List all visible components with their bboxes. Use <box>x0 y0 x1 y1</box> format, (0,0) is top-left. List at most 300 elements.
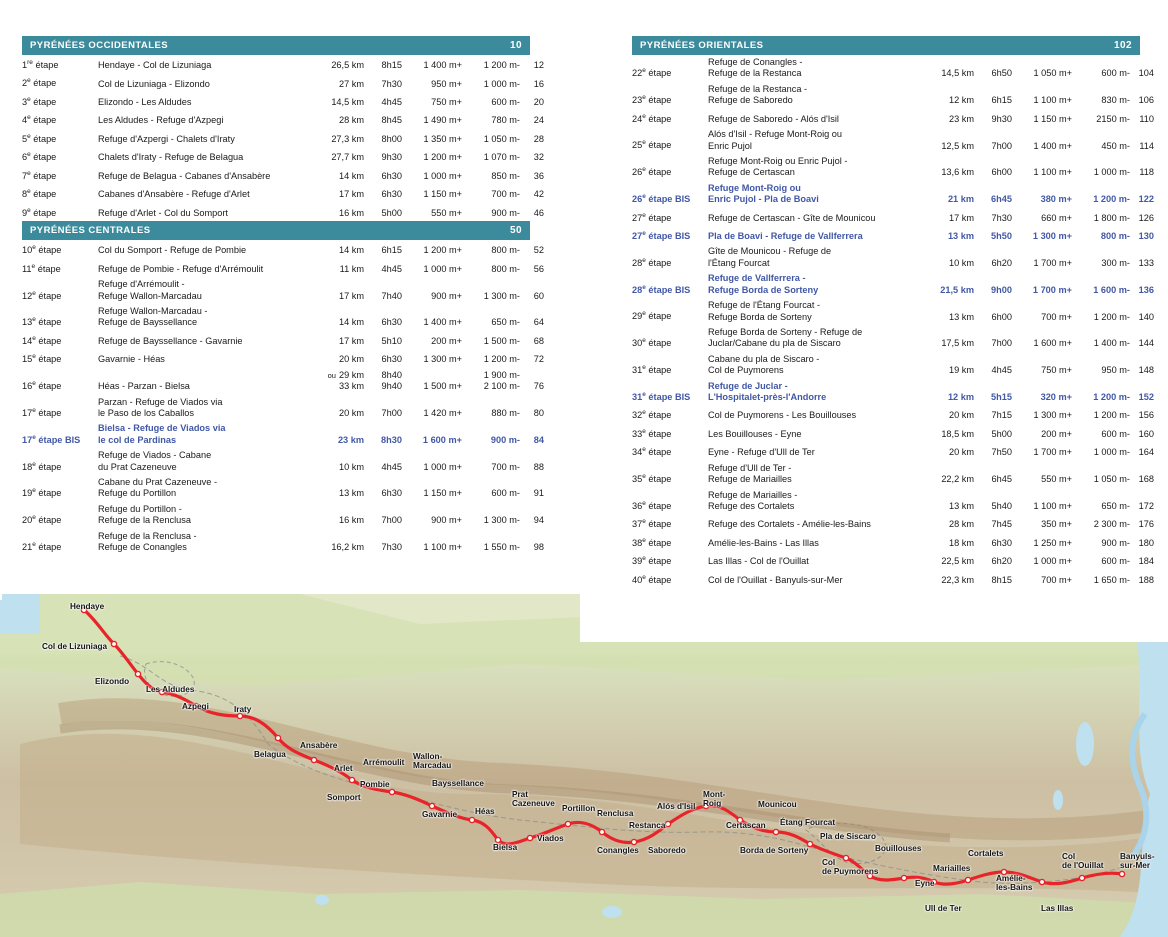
map-label: Elizondo <box>95 677 130 686</box>
stage-page[interactable]: 42 <box>533 189 544 200</box>
stage-descent: 450 m- <box>1101 140 1130 151</box>
stage-page[interactable]: 76 <box>533 381 544 392</box>
stage-table-orientales <box>632 55 1154 588</box>
stage-number: 14e étape <box>22 334 62 346</box>
stage-ascent: 1 400 m+ <box>423 60 462 71</box>
section-centrales <box>22 221 544 555</box>
stage-page[interactable]: 126 <box>1138 212 1154 223</box>
section-page: 102 <box>1113 40 1132 51</box>
table-row <box>632 514 1154 532</box>
stage-ascent: 1 600 m+ <box>422 434 462 445</box>
stage-duration: 6h15 <box>381 245 402 256</box>
stage-number: 26e étape <box>632 166 672 178</box>
stage-ascent: 1 350 m+ <box>423 133 462 144</box>
stage-duration: 6h50 <box>991 68 1012 79</box>
stage-descent: 1 800 m- <box>1093 212 1130 223</box>
map-label: Belagua <box>254 750 286 759</box>
stage-distance: 13 km <box>947 231 974 242</box>
stage-page[interactable]: 60 <box>533 290 544 301</box>
table-row <box>632 244 1154 271</box>
section-page: 50 <box>509 225 522 237</box>
stage-duration: 8h40 9h40 <box>381 369 402 392</box>
table-row <box>22 203 544 221</box>
stage-number: 11e étape <box>22 262 61 274</box>
stage-number: 27e étape <box>632 211 672 223</box>
table-row <box>632 109 1154 127</box>
stage-ascent: 1 000 m+ <box>423 170 462 181</box>
stage-page[interactable]: 98 <box>533 542 544 552</box>
stage-name: Alós d'Isil - Refuge Mont-Roig ou Enric Pujol <box>708 129 843 151</box>
stage-ascent: 1 100 m+ <box>1033 167 1072 178</box>
stage-number: 22e étape <box>632 67 672 79</box>
stage-name: Refuge de Certascan - Gîte de Mounicou <box>708 212 876 223</box>
stage-descent: 600 m- <box>491 97 520 107</box>
stage-distance: 16,2 km <box>331 542 364 552</box>
stage-page[interactable]: 52 <box>533 245 544 256</box>
table-row <box>22 259 544 277</box>
table-row <box>22 331 544 349</box>
stage-number: 25e étape <box>632 139 672 151</box>
stage-ascent: 200 m+ <box>431 335 462 346</box>
stage-name: Las Illas - Col de l'Ouillat <box>708 556 809 567</box>
stage-descent: 300 m- <box>1101 257 1130 268</box>
stage-descent: 1 300 m- <box>483 290 520 301</box>
stage-page[interactable]: 56 <box>533 263 544 274</box>
table-row <box>632 352 1154 379</box>
stage-number: 18e étape <box>22 460 62 472</box>
stage-duration: 5h10 <box>381 335 402 346</box>
stage-duration: 7h00 <box>381 515 402 526</box>
stage-name: Col de Lizuniaga - Elizondo <box>98 78 210 89</box>
right-column <box>632 36 1154 588</box>
stage-page[interactable]: 148 <box>1138 365 1154 376</box>
stage-page[interactable]: 184 <box>1138 556 1154 567</box>
stage-page[interactable]: 168 <box>1138 474 1154 485</box>
stage-distance: 26,5 km <box>331 60 364 71</box>
map-label: Pla de Siscaro <box>820 832 876 841</box>
stage-ascent: 200 m+ <box>1041 428 1072 439</box>
stage-number: 29e étape <box>632 310 672 322</box>
table-row <box>632 325 1154 352</box>
stage-page[interactable]: 156 <box>1138 410 1154 421</box>
stage-ascent: 1 600 m+ <box>1033 338 1072 349</box>
stage-duration: 6h30 <box>381 189 402 200</box>
stage-duration: 5h00 <box>991 428 1012 439</box>
stage-page[interactable]: 114 <box>1139 140 1154 151</box>
table-row <box>22 277 544 304</box>
stage-number: 35e étape <box>632 473 672 485</box>
map-label: Cortalets <box>968 849 1004 858</box>
stage-page[interactable]: 104 <box>1138 68 1154 79</box>
stage-name: Refuge Borda de Sorteny - Refuge de Juclar/Cabane du pla de Siscaro <box>708 326 863 349</box>
table-row <box>632 442 1154 460</box>
stage-name: Refuge des Cortalets - Amélie-les-Bains <box>708 519 871 530</box>
stage-ascent: 1 200 m+ <box>423 152 462 163</box>
stage-descent: 900 m- <box>490 434 520 445</box>
stage-distance: 12 km <box>947 391 974 402</box>
stage-page[interactable]: 24 <box>533 115 544 126</box>
stage-duration: 6h30 <box>381 170 402 181</box>
stage-page[interactable]: 118 <box>1139 167 1154 178</box>
table-row <box>22 55 544 73</box>
stage-name: Cabane du Prat Cazeneuve - Refuge du Portillon <box>98 476 218 499</box>
stage-descent: 600 m- <box>491 488 520 499</box>
stage-name: Refuge de la Renclusa - Refuge de Conangles <box>98 530 197 552</box>
stage-distance: 18 km <box>948 537 974 548</box>
table-row <box>22 92 544 110</box>
map-mask-panel <box>580 594 1168 642</box>
stage-name: Pla de Boavi - Refuge de Vallferrera <box>708 231 863 242</box>
stage-duration: 7h30 <box>991 212 1012 223</box>
stage-duration: 6h30 <box>381 488 402 499</box>
stage-distance: 17 km <box>948 212 974 223</box>
stage-name: Refuge d'Arlet - Col du Somport <box>98 207 228 218</box>
stage-page[interactable]: 164 <box>1138 447 1154 458</box>
stage-distance: 17,5 km <box>941 338 974 349</box>
section-title: PYRÉNÉES OCCIDENTALES <box>30 40 169 51</box>
map-label: Iraty <box>234 705 252 714</box>
stage-ascent: 1 700 m+ <box>1033 447 1072 458</box>
map-label: Banyuls- sur-Mer <box>1120 852 1155 870</box>
stage-ascent: 1 700 m+ <box>1032 284 1072 295</box>
stage-page[interactable]: 32 <box>533 152 544 163</box>
map-label: Héas <box>475 807 495 816</box>
stage-name: Col de Puymorens - Les Bouillouses <box>708 410 857 421</box>
stage-name: Refuge de Mariailles - Refuge des Cortalets <box>708 489 798 511</box>
map-label: Amélie- les-Bains <box>996 874 1033 892</box>
stage-page[interactable]: 16 <box>533 78 544 89</box>
stage-duration: 8h15 <box>991 574 1012 585</box>
stage-descent: 800 m- <box>1100 231 1130 242</box>
table-row <box>22 304 544 331</box>
section-occidentales <box>22 36 544 221</box>
stage-duration: 6h30 <box>991 537 1012 548</box>
stage-name: Gîte de Mounicou - Refuge de l'Étang Fourcat <box>708 246 832 268</box>
stage-number: 10e étape <box>22 244 62 256</box>
map-label: Saboredo <box>648 846 686 855</box>
table-row <box>22 110 544 128</box>
table-row <box>22 240 544 258</box>
stage-name: Col de l'Ouillat - Banyuls-sur-Mer <box>708 574 843 585</box>
stage-page[interactable]: 188 <box>1138 574 1154 585</box>
stage-name: Héas - Parzan - Bielsa <box>98 381 190 392</box>
section-header-orientales <box>632 36 1140 55</box>
stage-descent: 780 m- <box>491 115 520 126</box>
stage-number: 32e étape <box>632 409 672 421</box>
table-row <box>22 166 544 184</box>
table-row <box>22 395 544 422</box>
stage-name: Les Aldudes - Refuge d'Azpegi <box>98 115 224 126</box>
stage-duration: 9h30 <box>991 113 1012 124</box>
stage-duration: 8h45 <box>381 115 402 126</box>
stage-descent: 1 200 m- <box>1093 391 1130 402</box>
stage-descent: 600 m- <box>1101 68 1130 79</box>
stage-duration: 7h30 <box>381 78 402 89</box>
stage-number: 2e étape <box>22 77 57 89</box>
section-orientales <box>632 36 1154 588</box>
stage-ascent: 750 m+ <box>431 97 462 107</box>
stage-name: Elizondo - Les Aldudes <box>98 97 192 107</box>
stage-duration: 6h00 <box>991 311 1012 322</box>
stage-duration: 9h00 <box>991 284 1012 295</box>
stage-duration: 4h45 <box>991 365 1012 376</box>
stage-descent: 1 300 m- <box>483 515 520 526</box>
map-label: Azpegi <box>182 702 209 711</box>
stage-number: 26e étape BIS <box>632 193 691 205</box>
table-row <box>22 368 544 395</box>
stage-page[interactable]: 160 <box>1138 428 1154 439</box>
stage-distance: 10 km <box>948 257 974 268</box>
stage-number: 15e étape <box>22 353 62 365</box>
stage-descent: 1 050 m- <box>483 133 520 144</box>
stage-number: 24e étape <box>632 112 672 124</box>
map-mask-corner <box>0 594 2 600</box>
stage-descent: 1 070 m- <box>483 152 520 163</box>
stage-duration: 6h30 <box>381 317 402 328</box>
stage-name: Refuge de la Restanca - Refuge de Saboredo <box>708 83 808 106</box>
map-label: Col de l'Ouillat <box>1062 852 1104 870</box>
stage-page[interactable]: 152 <box>1138 391 1154 402</box>
stage-duration: 8h30 <box>381 434 402 445</box>
stage-descent: 1 650 m- <box>1093 574 1130 585</box>
stage-ascent: 700 m+ <box>1041 574 1072 585</box>
stage-duration: 7h45 <box>991 519 1012 530</box>
stage-page[interactable]: 72 <box>533 354 544 365</box>
stage-number: 19e étape <box>22 487 62 499</box>
stage-page[interactable]: 130 <box>1138 231 1154 242</box>
table-row <box>632 154 1154 181</box>
stage-ascent: 1 300 m+ <box>1033 410 1072 421</box>
map-label: Ull de Ter <box>925 904 962 913</box>
stage-duration: 4h45 <box>381 97 402 107</box>
stage-distance: 16 km <box>338 207 364 218</box>
stage-ascent: 1 150 m+ <box>423 488 462 499</box>
stage-ascent: 1 400 m+ <box>423 317 462 328</box>
stage-distance: 14,5 km <box>331 97 364 107</box>
stage-number: 37e étape <box>632 518 672 530</box>
stage-duration: 6h45 <box>991 474 1012 485</box>
stage-descent: 2 300 m- <box>1093 519 1130 530</box>
map-label: Ansabère <box>300 741 338 750</box>
stage-descent: 1 550 m- <box>483 542 520 552</box>
table-row <box>632 551 1154 569</box>
stage-distance: 12 km <box>948 95 974 106</box>
stage-descent: 600 m- <box>1101 556 1130 567</box>
stage-descent: 2150 m- <box>1096 113 1130 124</box>
stage-number: 5e étape <box>22 132 57 144</box>
stage-page[interactable]: 172 <box>1138 500 1154 511</box>
stage-distance: 22,2 km <box>941 474 974 485</box>
stage-name: Chalets d'Iraty - Refuge de Belagua <box>98 152 244 163</box>
stage-page[interactable]: 176 <box>1138 519 1154 530</box>
stage-number: 33e étape <box>632 427 672 439</box>
stage-name: Refuge Wallon-Marcadau - Refuge de Bayssellance <box>98 305 208 328</box>
map-label: Col de Puymorens <box>822 858 879 876</box>
stage-name: Refuge de Bayssellance - Gavarnie <box>98 335 243 346</box>
map-label: Étang Fourcat <box>780 818 836 827</box>
stage-number: 20e étape <box>22 514 62 526</box>
stage-duration: 5h50 <box>991 231 1012 242</box>
stage-duration: 6h30 <box>381 354 402 365</box>
stage-number: 31e étape BIS <box>632 390 691 402</box>
stage-ascent: 1 150 m+ <box>423 189 462 200</box>
stage-name: Refuge Mont-Roig ou Enric Pujol - Refuge de Certascan <box>708 155 848 178</box>
stage-page[interactable]: 144 <box>1138 338 1154 349</box>
stage-page[interactable]: 80 <box>533 407 544 418</box>
stage-page[interactable]: 36 <box>533 170 544 181</box>
table-row <box>22 349 544 367</box>
stage-ascent: 350 m+ <box>1041 519 1072 530</box>
stage-page[interactable]: 12 <box>533 60 544 71</box>
table-row <box>632 82 1154 109</box>
stage-name: Refuge Mont-Roig ou Enric Pujol - Pla de Boavi <box>708 182 819 205</box>
stage-distance: 27 km <box>338 78 364 89</box>
stage-descent: 650 m- <box>491 317 520 328</box>
stage-name: Les Bouillouses - Eyne <box>708 428 802 439</box>
table-row <box>632 570 1154 588</box>
stage-page[interactable]: 91 <box>533 488 544 499</box>
table-row <box>632 55 1154 82</box>
map-label: Gavarnie <box>422 810 458 819</box>
stage-number: 1re étape <box>22 59 59 71</box>
stage-name: Refuge de Pombie - Refuge d'Arrémoulit <box>98 263 264 274</box>
table-row <box>22 475 544 502</box>
table-row <box>22 529 544 556</box>
stage-distance: 22,3 km <box>941 574 974 585</box>
stage-descent: 1 200 m- <box>1093 410 1130 421</box>
table-row <box>632 181 1154 208</box>
table-row <box>22 502 544 529</box>
stage-page[interactable]: 20 <box>533 97 544 107</box>
stage-name: Refuge du Portillon - Refuge de la Renclusa <box>98 503 191 526</box>
stage-page[interactable]: 94 <box>533 515 544 526</box>
stage-page[interactable]: 88 <box>533 461 544 472</box>
stage-ascent: 1 000 m+ <box>423 263 462 274</box>
stage-ascent: 1 300 m+ <box>423 354 462 365</box>
table-row <box>22 147 544 165</box>
stage-number: 28e étape <box>632 256 672 268</box>
table-row <box>22 184 544 202</box>
stage-page[interactable]: 28 <box>533 133 544 144</box>
stage-distance: 27,3 km <box>331 133 364 144</box>
stage-distance: 12,5 km <box>941 140 974 151</box>
table-row <box>22 421 544 448</box>
stage-distance: 20 km <box>338 407 364 418</box>
map-label: Alós d'Isil <box>657 802 696 811</box>
stage-distance: 28 km <box>338 115 364 126</box>
stage-distance: 20 km <box>948 410 974 421</box>
stage-distance: ou 29 km 33 km <box>327 369 364 392</box>
stage-number: 40e étape <box>632 573 672 585</box>
stage-ascent: 660 m+ <box>1041 212 1072 223</box>
stage-page[interactable]: 180 <box>1138 537 1154 548</box>
stage-page[interactable]: 140 <box>1138 311 1154 322</box>
stage-name: Refuge de Vallferrera - Refuge Borda de Sorteny <box>708 273 819 295</box>
stage-name: Refuge de Conangles - Refuge de la Restanca <box>708 57 803 79</box>
stage-page[interactable]: 110 <box>1139 113 1154 124</box>
stage-page[interactable]: 122 <box>1138 194 1154 205</box>
stage-name: Bielsa - Refuge de Viados via le col de Pardinas <box>98 423 226 445</box>
stage-name: Refuge de Juclar - L'Hospitalet-près-l'Andorre <box>708 380 827 402</box>
table-row <box>22 129 544 147</box>
left-column <box>22 36 544 555</box>
stage-ascent: 900 m+ <box>431 515 462 526</box>
stage-name: Refuge d'Ull de Ter - Refuge de Mariailles <box>708 462 792 485</box>
map-label: Bayssellance <box>432 779 484 788</box>
stage-duration: 5h15 <box>991 391 1012 402</box>
stage-page[interactable]: 136 <box>1138 284 1154 295</box>
stage-ascent: 1 050 m+ <box>1033 68 1072 79</box>
stage-distance: 17 km <box>338 290 364 301</box>
stage-number: 36e étape <box>632 499 672 511</box>
stage-duration: 7h50 <box>991 447 1012 458</box>
stage-duration: 5h00 <box>381 207 402 218</box>
stage-descent: 800 m- <box>491 245 520 256</box>
stage-ascent: 1 000 m+ <box>1033 556 1072 567</box>
map-label: Portillon <box>562 804 596 813</box>
stage-number: 38e étape <box>632 536 672 548</box>
stage-page[interactable]: 133 <box>1138 257 1154 268</box>
map-label: Mont- Roig <box>703 790 726 808</box>
stage-duration: 6h20 <box>991 257 1012 268</box>
stage-ascent: 1 100 m+ <box>423 542 462 552</box>
stage-page[interactable]: 68 <box>533 335 544 346</box>
stage-ascent: 1 100 m+ <box>1033 95 1072 106</box>
stage-ascent: 1 100 m+ <box>1033 500 1072 511</box>
stage-name: Refuge d'Azpergi - Chalets d'Iraty <box>98 133 235 144</box>
stage-duration: 6h00 <box>991 167 1012 178</box>
stage-duration: 7h00 <box>381 407 402 418</box>
map-label: Mariailles <box>933 864 971 873</box>
stage-distance: 13,6 km <box>941 167 974 178</box>
stage-duration: 6h15 <box>991 95 1012 106</box>
stage-page[interactable]: 46 <box>533 207 544 218</box>
stage-number: 3e étape <box>22 95 57 107</box>
stage-number: 4e étape <box>22 114 57 126</box>
map-label: Conangles <box>597 846 639 855</box>
stage-number: 9e étape <box>22 206 57 218</box>
section-title: PYRÉNÉES ORIENTALES <box>640 40 764 51</box>
stage-duration: 7h00 <box>991 140 1012 151</box>
stage-descent: 700 m- <box>491 461 520 472</box>
stage-name: Refuge de l'Étang Fourcat - Refuge Borda de Sorteny <box>708 300 821 322</box>
stage-duration: 6h20 <box>991 556 1012 567</box>
table-row <box>632 226 1154 244</box>
stage-page[interactable]: 106 <box>1138 95 1154 106</box>
table-row <box>632 379 1154 406</box>
map-label: Bouillouses <box>875 844 922 853</box>
stage-number: 7e étape <box>22 169 57 181</box>
map-label: Las Illas <box>1041 904 1074 913</box>
stage-page[interactable]: 64 <box>533 317 544 328</box>
stage-name: Col du Somport - Refuge de Pombie <box>98 245 247 256</box>
map-label: Arlet <box>334 764 353 773</box>
stage-ascent: 950 m+ <box>431 78 462 89</box>
stage-distance: 28 km <box>948 519 974 530</box>
map-label: Hendaye <box>70 602 105 611</box>
section-header-occidentales <box>22 36 530 55</box>
stage-name: Refuge de Viados - Cabane du Prat Cazeneuve <box>98 450 212 472</box>
stage-page[interactable]: 84 <box>533 434 544 445</box>
stage-number: 27e étape BIS <box>632 230 691 242</box>
stage-table-occidentales <box>22 55 544 221</box>
map-label: Arrémoulit <box>363 758 405 767</box>
stage-descent: 700 m- <box>491 189 520 200</box>
stage-distance: 17 km <box>338 189 364 200</box>
stage-number: 17e étape BIS <box>22 433 81 445</box>
stage-distance: 21 km <box>947 194 974 205</box>
stage-distance: 13 km <box>338 488 364 499</box>
